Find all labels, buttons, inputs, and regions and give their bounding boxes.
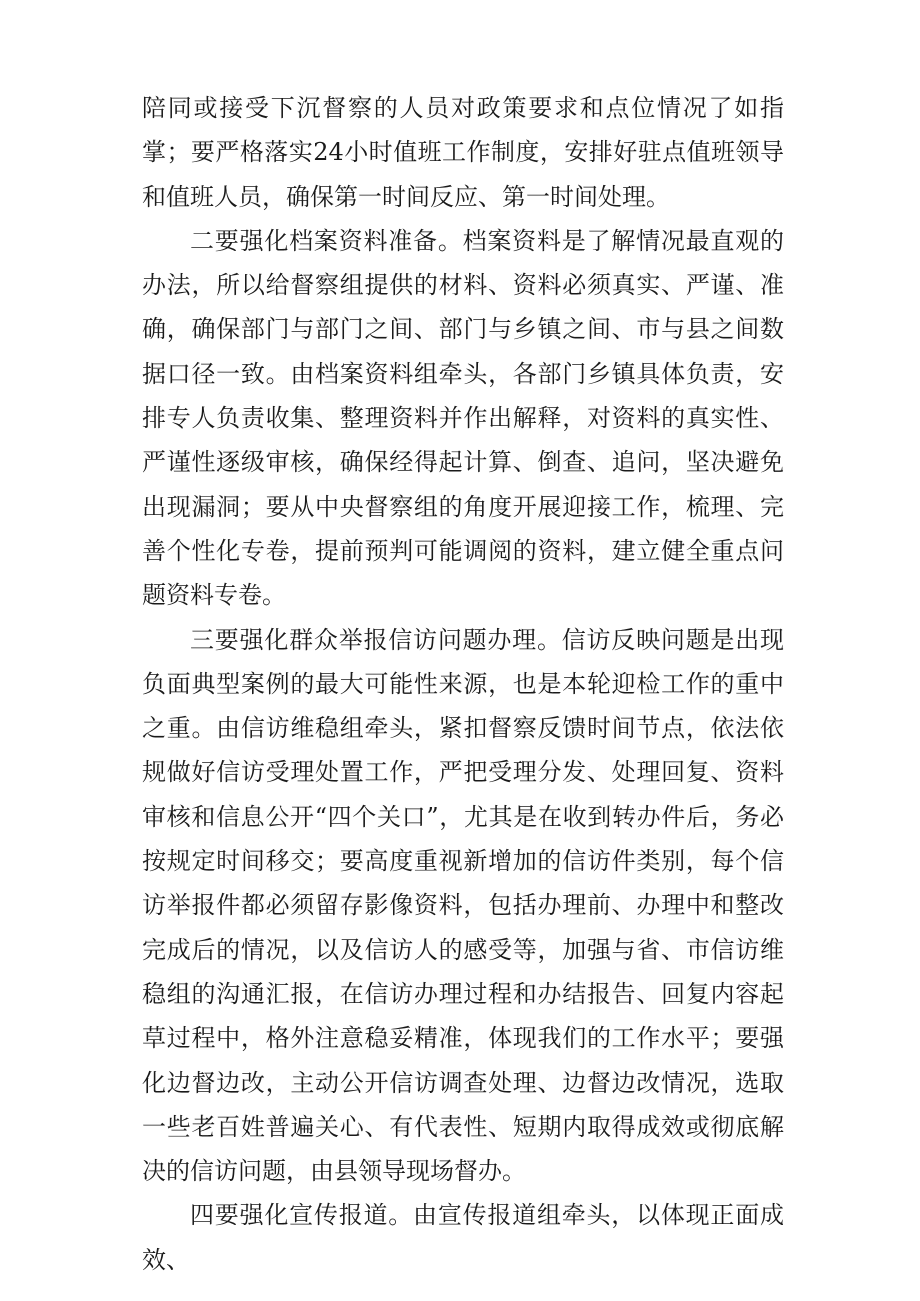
paragraph-continuation: 陪同或接受下沉督察的人员对政策要求和点位情况了如指掌；要严格落实24小时值班工作制度，安排好驻点值班领导和值班人员，确保第一时间反应、第一时间处理。 <box>142 94 784 211</box>
paragraph-petition-handling: 三要强化群众举报信访问题办理。信访反映问题是出现负面典型案例的最大可能性来源，也是本轮迎检工作的重中之重。由信访维稳组牵头，紧扣督察反馈时间节点，依法依规做好信访受理处置工作，严把受理分发、处理回复、资料审核和信息公开“四个关口”，尤其是在收到转办件后，务必按规定时间移交；要高度重视新增加的信访件类别，每个信访举报件都必须留存影像资料，包括办理前、办理中和整改完成后的情况，以及信访人的感受等，加强与省、市信访维稳组的沟通汇报，在信访办理过程和办结报告、回复内容起草过程中，格外注意稳妥精准，体现我们的工作水平；要强化边督边改，主动公开信访调查处理、边督边改情况，选取一些老百姓普遍关心、有代表性、短期内取得成效或彻底解决的信访问题，由县领导现场督办。 <box>142 625 784 1186</box>
paragraph-archive-preparation: 二要强化档案资料准备。档案资料是了解情况最直观的办法，所以给督察组提供的材料、资料必须真实、严谨、准确，确保部门与部门之间、部门与乡镇之间、市与县之间数据口径一致。由档案资料组牵头，各部门乡镇具体负责，安排专人负责收集、整理资料并作出解释，对资料的真实性、严谨性逐级审核，确保经得起计算、倒查、追问，坚决避免出现漏洞；要从中央督察组的角度开展迎接工作，梳理、完善个性化专卷，提前预判可能调阅的资料，建立健全重点问题资料专卷。 <box>142 226 784 610</box>
paragraph-publicity-reporting: 四要强化宣传报道。由宣传报道组牵头，以体现正面成效、 <box>142 1201 784 1274</box>
document-body <box>142 86 784 1282</box>
